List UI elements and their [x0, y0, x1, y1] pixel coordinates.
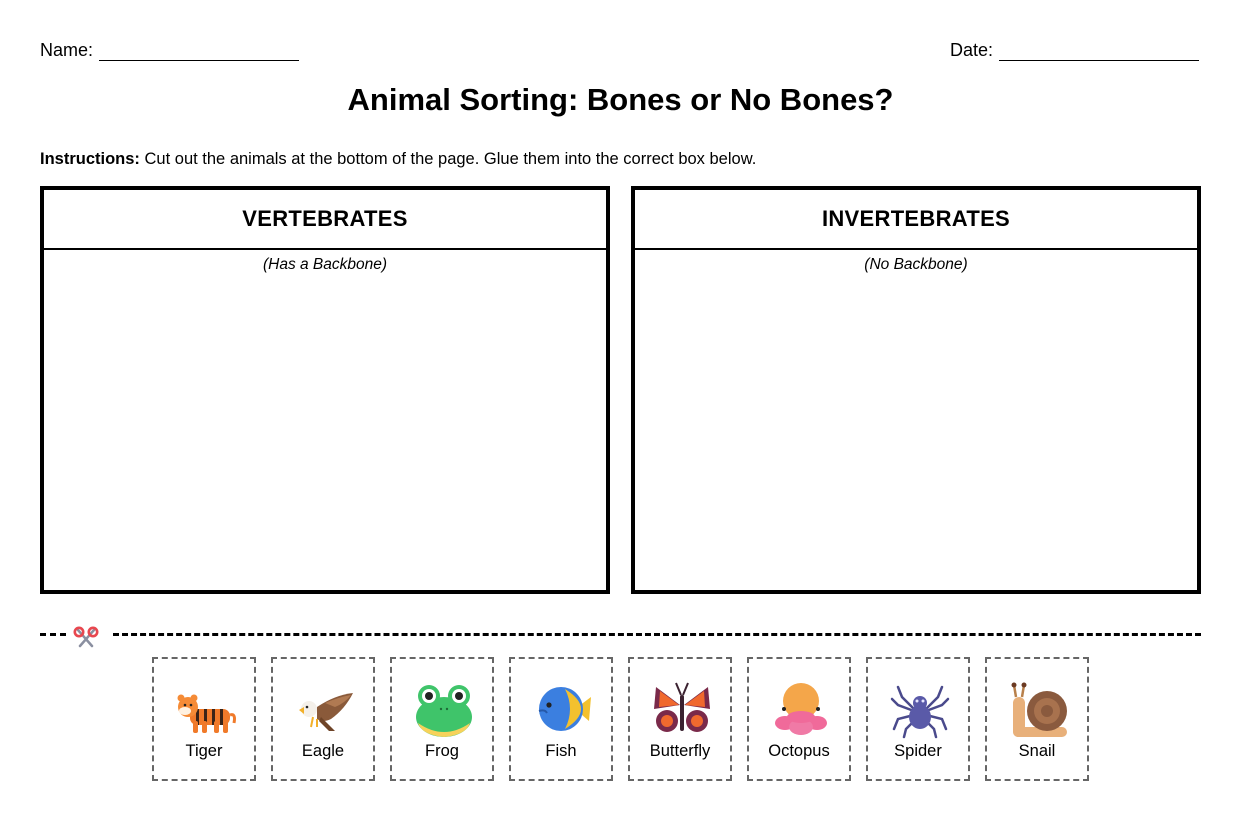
instructions-label: Instructions: [40, 150, 140, 168]
animal-label: Snail [1018, 742, 1056, 760]
vertebrates-box [40, 186, 610, 594]
name-label: Name: [40, 40, 94, 60]
cut-line-left [40, 633, 66, 636]
page-title: Animal Sorting: Bones or No Bones? [347, 82, 894, 117]
animal-card-spider[interactable] [866, 657, 970, 781]
animal-label: Frog [425, 742, 459, 760]
scissors-icon [72, 626, 100, 652]
cut-line-right [113, 633, 1201, 636]
animal-card-frog[interactable] [390, 657, 494, 781]
fish-icon [533, 679, 593, 739]
date-label: Date: [950, 40, 994, 60]
name-blank-line[interactable] [99, 43, 299, 61]
instructions [40, 150, 756, 169]
animal-label: Tiger [185, 742, 223, 760]
instructions-text: Cut out the animals at the bottom of the page. Glue them into the correct box below. [144, 150, 757, 168]
animal-card-eagle[interactable] [271, 657, 375, 781]
invertebrates-heading: INVERTEBRATES [635, 190, 1197, 250]
snail-icon [1009, 679, 1069, 739]
date-blank-line[interactable] [999, 43, 1199, 61]
animal-label: Spider [894, 742, 942, 760]
animal-label: Butterfly [649, 742, 711, 760]
date-field[interactable] [950, 40, 1199, 61]
spider-icon [890, 679, 950, 739]
animal-label: Fish [545, 742, 577, 760]
animal-card-butterfly[interactable] [628, 657, 732, 781]
eagle-icon [295, 679, 355, 739]
animal-label: Octopus [768, 742, 830, 760]
animal-label: Eagle [301, 742, 345, 760]
octopus-icon [771, 679, 831, 739]
tiger-icon [176, 679, 236, 739]
animal-card-snail[interactable] [985, 657, 1089, 781]
vertebrates-heading: VERTEBRATES [44, 190, 606, 250]
animal-card-tiger[interactable] [152, 657, 256, 781]
invertebrates-subtitle: (No Backbone) [864, 256, 968, 273]
animal-card-octopus[interactable] [747, 657, 851, 781]
frog-icon [414, 679, 474, 739]
invertebrates-box [631, 186, 1201, 594]
animal-card-fish[interactable] [509, 657, 613, 781]
vertebrates-subtitle: (Has a Backbone) [262, 256, 388, 273]
butterfly-icon [652, 679, 712, 739]
name-field[interactable] [40, 40, 299, 61]
